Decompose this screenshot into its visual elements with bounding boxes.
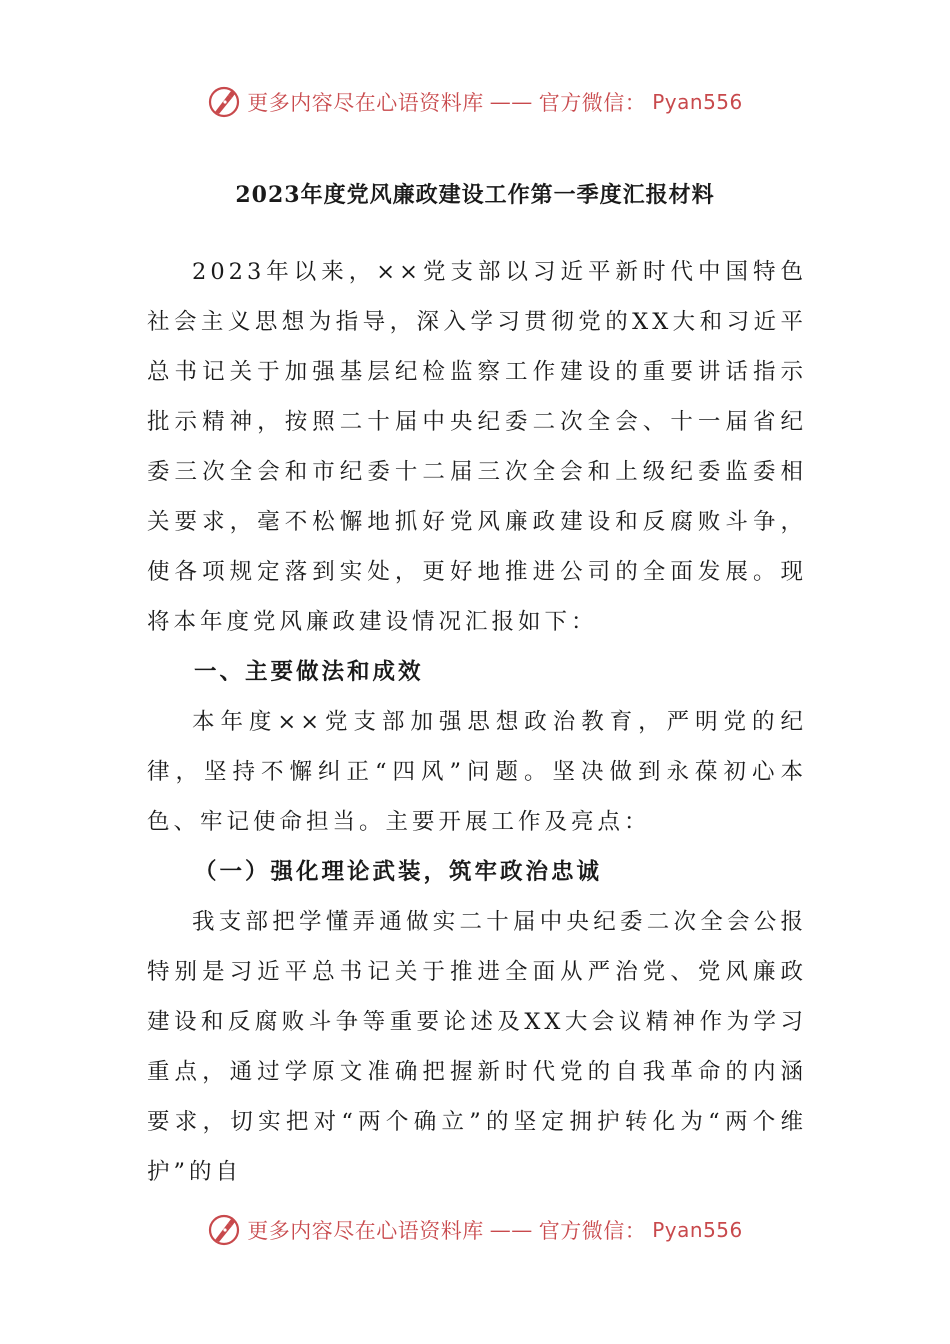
watermark-footer <box>0 1210 950 1250</box>
intro-paragraph: 2023年以来，××党支部以习近平新时代中国特色社会主义思想为指导，深入学习贯彻党的XX大和习近平总书记关于加强基层纪检监察工作建设的重要讲话指示批示精神，按照二十届中央纪委二次全会、十一届省纪委三次全会和市纪委十二届三次全会和上级纪委监委相关要求，毫不松懈地抓好党风廉政建设和反腐败斗争，使各项规定落到实处，更好地推进公司的全面发展。现将本年度党风廉政建设情况汇报如下： <box>147 259 807 635</box>
watermark-contact: 官方微信： <box>538 1219 647 1243</box>
watermark-contact: 官方微信： <box>538 91 647 115</box>
pen-nib-icon <box>207 85 241 119</box>
subsection-paragraph: 我支部把学懂弄通做实二十届中央纪委二次全会公报特别是习近平总书记关于推进全面从严治党、党风廉政建设和反腐败斗争等重要论述及XX大会议精神作为学习重点，通过学原文准确把握新时代党的自我革命的内涵要求，切实把对“两个确立”的坚定拥护转化为“两个维护”的自 <box>147 909 807 1185</box>
watermark-separator: —— <box>489 90 533 114</box>
pen-nib-icon <box>207 1213 241 1247</box>
watermark-text: 更多内容尽在心语资料库 <box>247 91 484 115</box>
watermark-header <box>0 82 950 122</box>
watermark-id: Pyan556 <box>652 1218 743 1242</box>
subsection-heading: （一）强化理论武装，筑牢政治忠诚 <box>194 859 603 885</box>
document-title: 2023年度党风廉政建设工作第一季度汇报材料 <box>235 182 715 208</box>
document-body <box>147 247 807 1197</box>
watermark-separator: —— <box>489 1218 533 1242</box>
watermark-text: 更多内容尽在心语资料库 <box>247 1219 484 1243</box>
watermark-id: Pyan556 <box>652 90 743 114</box>
section-heading: 一、主要做法和成效 <box>194 659 424 685</box>
section-paragraph: 本年度××党支部加强思想政治教育，严明党的纪律，坚持不懈纠正“四风”问题。坚决做到永葆初心本色、牢记使命担当。主要开展工作及亮点： <box>147 709 807 835</box>
